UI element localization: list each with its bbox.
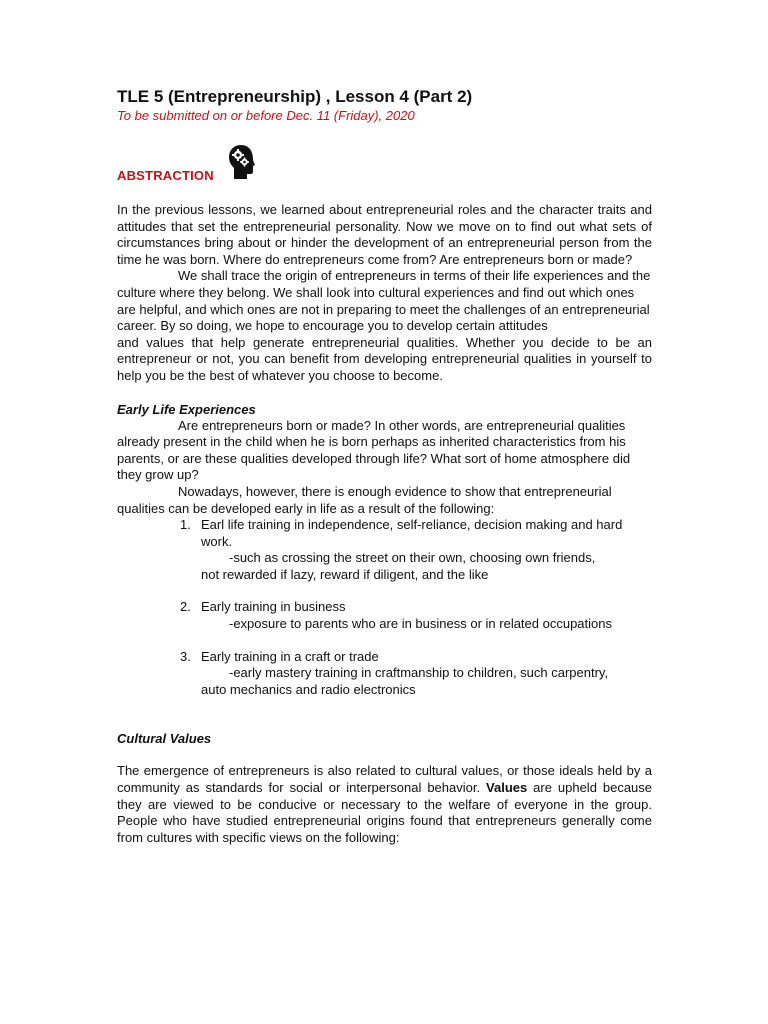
cultural-values-paragraph <box>117 763 652 846</box>
list-number: 3. <box>180 648 191 664</box>
early-life-heading: Early Life Experiences <box>117 401 256 417</box>
list-item-text: Early training in a craft or trade <box>201 648 379 664</box>
list-item <box>117 517 652 583</box>
values-bold-word: Values <box>486 780 528 796</box>
document-page <box>117 87 652 846</box>
lesson-title: TLE 5 (Entrepreneurship) , Lesson 4 (Part 2) <box>117 87 473 106</box>
list-number: 2. <box>180 599 191 615</box>
cultural-values-heading: Cultural Values <box>117 731 212 747</box>
list-item-detail-cont: auto mechanics and radio electronics <box>201 681 416 697</box>
list-item-text: Earl life training in independence, self-reliance, decision making and hard work. <box>201 517 623 549</box>
early-life-paragraph-1: Are entrepreneurs born or made? In other words, are entrepreneurial qualities already present in the child when he is born perhaps as inherited characteristics from his parents, or are these qualities developed through life? What sort of home atmosphere did they grow up? <box>117 417 631 483</box>
abstraction-paragraph-1: In the previous lessons, we learned about entrepreneurial roles and the character traits and attitudes that set the entrepreneurial personality. Now we move on to find out what sets of circumstances bring about or hinder the development of an entrepreneurial person from the time he was born. Where do entrepreneurs come from? Are entrepreneurs born or made? <box>117 202 652 267</box>
abstraction-paragraph-3: and values that help generate entrepreneurial qualities. Whether you decide to be an entrepreneur or not, you can benefit from developing entrepreneurial qualities in yourself to help you be the best of whatever you choose to become. <box>117 334 652 383</box>
list-item-detail-cont: not rewarded if lazy, reward if diligent, and the like <box>201 566 489 582</box>
list-item <box>117 599 652 632</box>
abstraction-label: ABSTRACTION <box>117 168 214 183</box>
submission-deadline: To be submitted on or before Dec. 11 (Friday), 2020 <box>117 108 415 123</box>
early-life-list <box>117 517 652 698</box>
abstraction-header <box>117 144 652 188</box>
list-item <box>117 649 652 699</box>
list-item-detail: -exposure to parents who are in business or in related occupations <box>229 616 612 632</box>
early-life-paragraph-2: Nowadays, however, there is enough evidence to show that entrepreneurial qualities can be developed early in life as a result of the following: <box>117 483 612 516</box>
list-item-text: Early training in business <box>201 599 346 615</box>
list-item-detail: -early mastery training in craftmanship to children, such carpentry, <box>229 665 609 681</box>
head-gears-icon <box>228 144 255 180</box>
list-item-detail: -such as crossing the street on their own, choosing own friends, <box>229 550 596 566</box>
cultural-values-text-end: are upheld because they are viewed to be conducive or necessary to the welfare of everyone in the group. People who have studied entrepreneurial origins found that entrepreneurs generally come from cultures with specific views on the following: <box>117 780 653 845</box>
cultural-values-text-start: The emergence of entrepreneurs is also related to cultural values, or those ideals held by a community as standards for social or interpersonal behavior. <box>117 763 652 796</box>
abstraction-paragraph-2: We shall trace the origin of entrepreneurs in terms of their life experiences and the culture where they belong. We shall look into cultural experiences and find out which ones are helpful, and which ones are not in preparing to meet the challenges of an entrepreneurial career. By so doing, we hope to encourage you to develop certain attitudes <box>117 268 651 334</box>
list-number: 1. <box>180 517 191 533</box>
